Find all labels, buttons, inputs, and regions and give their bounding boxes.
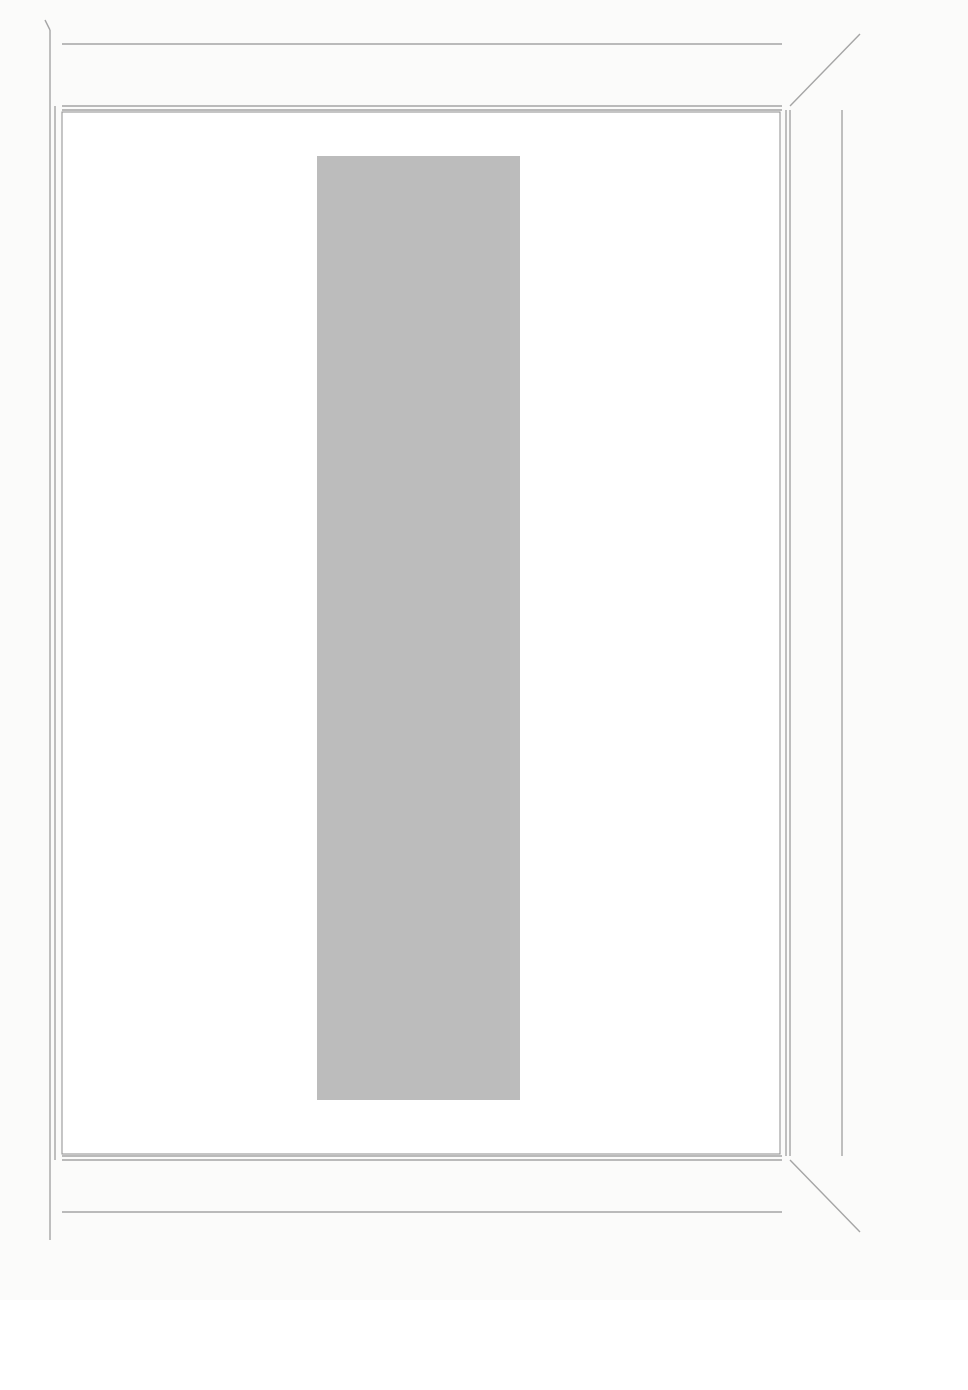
watermark-footer [0,1300,968,1390]
photo-strip [317,156,520,1100]
